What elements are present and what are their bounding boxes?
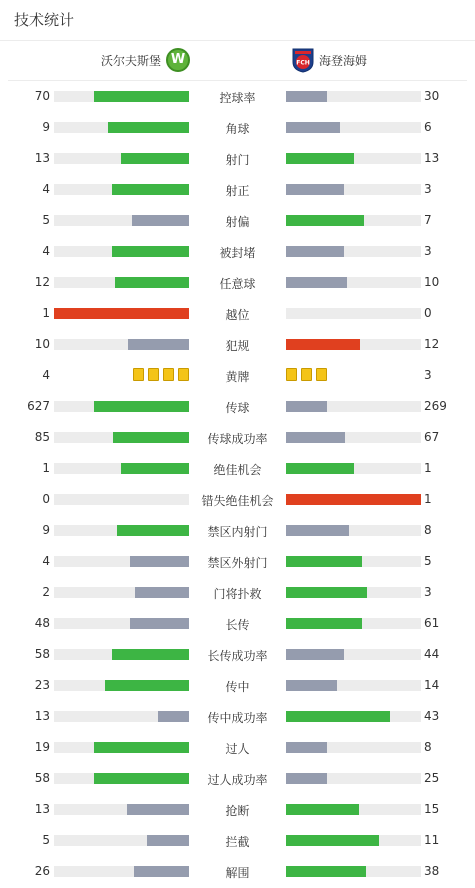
- away-stat-bar-track: [286, 680, 421, 691]
- away-stat-bar: [286, 153, 354, 164]
- stat-row: [0, 701, 475, 732]
- stat-row: [0, 732, 475, 763]
- stat-row: [0, 81, 475, 112]
- home-stat-bar-track: [54, 122, 189, 133]
- away-stat-bar-track: [286, 773, 421, 784]
- home-stat-value: 48: [34, 616, 50, 630]
- home-stat-value: 58: [34, 647, 50, 661]
- home-stat-bar-track: [54, 773, 189, 784]
- away-stat-value: 3: [424, 585, 432, 599]
- away-stat-bar-track: [286, 463, 421, 474]
- away-stat-bar: [286, 587, 367, 598]
- stat-label: 传中: [225, 680, 250, 694]
- home-stat-value: 13: [34, 709, 50, 723]
- home-stat-value: 5: [42, 213, 50, 227]
- stat-row: [0, 112, 475, 143]
- away-stat-bar: [286, 277, 347, 288]
- stat-row: [0, 422, 475, 453]
- home-stat-bar: [112, 246, 189, 257]
- yellow-card-icon: [148, 368, 159, 381]
- stat-label: 过人: [225, 742, 250, 756]
- away-stat-bar: [286, 184, 344, 195]
- away-stat-bar: [286, 618, 362, 629]
- stat-label: 任意球: [219, 277, 256, 291]
- stat-label: 解围: [225, 866, 250, 880]
- stat-label: 被封堵: [219, 246, 256, 260]
- team-header: [0, 43, 475, 79]
- away-stat-value: 67: [424, 430, 440, 444]
- home-stat-bar: [135, 587, 189, 598]
- away-stat-value: 44: [424, 647, 440, 661]
- stat-row: [0, 856, 475, 887]
- home-stat-value: 4: [42, 182, 50, 196]
- home-stat-value: 0: [42, 492, 50, 506]
- stat-label: 错失绝佳机会: [201, 494, 274, 508]
- home-stat-bar: [54, 308, 189, 319]
- away-stat-value: 11: [424, 833, 440, 847]
- wolfsburg-logo-text: W: [170, 52, 186, 67]
- away-stat-value: 7: [424, 213, 432, 227]
- away-stat-bar-track: [286, 711, 421, 722]
- away-stat-value: 14: [424, 678, 440, 692]
- away-stat-bar: [286, 215, 364, 226]
- home-team[interactable]: [101, 48, 190, 72]
- stat-row: [0, 639, 475, 670]
- away-stat-bar: [286, 91, 327, 102]
- stat-row: [0, 825, 475, 856]
- stat-label: 长传成功率: [207, 649, 268, 663]
- home-stat-value: 2: [42, 585, 50, 599]
- stat-label: 犯规: [225, 339, 250, 353]
- away-stat-bar-track: [286, 742, 421, 753]
- away-stat-bar-track: [286, 215, 421, 226]
- away-stat-bar-track: [286, 122, 421, 133]
- stat-label: 传球: [225, 401, 250, 415]
- home-stat-value: 10: [34, 337, 50, 351]
- away-stat-value: 30: [424, 89, 440, 103]
- home-stat-bar: [112, 649, 189, 660]
- away-team-name: 海登海姆: [319, 54, 368, 68]
- away-stat-bar: [286, 401, 327, 412]
- home-stat-bar: [147, 835, 189, 846]
- away-stat-bar: [286, 246, 344, 257]
- home-stat-bar: [132, 215, 189, 226]
- away-stat-bar: [286, 804, 359, 815]
- home-stat-bar: [115, 277, 189, 288]
- stat-label: 门将扑救: [213, 587, 262, 601]
- away-stat-value: 10: [424, 275, 440, 289]
- yellow-card-icon: [178, 368, 189, 381]
- home-stat-bar-track: [54, 804, 189, 815]
- away-stat-bar-track: [286, 246, 421, 257]
- away-stat-value: 269: [424, 399, 447, 413]
- away-stat-value: 25: [424, 771, 440, 785]
- stat-row: [0, 484, 475, 515]
- stat-row: [0, 577, 475, 608]
- home-stat-value: 12: [34, 275, 50, 289]
- away-stat-bar-track: [286, 339, 421, 350]
- home-stat-bar-track: [54, 649, 189, 660]
- stat-row: [0, 515, 475, 546]
- stat-label: 控球率: [219, 91, 256, 105]
- home-stat-bar: [105, 680, 189, 691]
- home-stat-bar-track: [54, 463, 189, 474]
- home-stat-bar-track: [54, 184, 189, 195]
- away-stat-bar: [286, 649, 344, 660]
- stat-row: [0, 143, 475, 174]
- away-stat-bar: [286, 773, 327, 784]
- stat-label: 越位: [225, 308, 250, 322]
- away-stat-value: 8: [424, 740, 432, 754]
- home-stat-value: 70: [34, 89, 50, 103]
- header-divider: [0, 40, 475, 41]
- away-stat-bar-track: [286, 432, 421, 443]
- stat-label: 抢断: [225, 804, 250, 818]
- home-stat-bar: [121, 153, 189, 164]
- home-stat-value: 4: [42, 244, 50, 258]
- away-stat-bar: [286, 525, 349, 536]
- home-stat-bar-track: [54, 618, 189, 629]
- home-stat-bar: [112, 184, 189, 195]
- home-yellow-cards: [133, 368, 189, 381]
- wolfsburg-logo-icon: [166, 48, 190, 72]
- stat-row: [0, 546, 475, 577]
- stat-label: 射门: [225, 153, 250, 167]
- stat-label: 黄牌: [225, 370, 250, 384]
- home-stat-bar-track: [54, 494, 189, 505]
- stat-label: 长传: [225, 618, 250, 632]
- away-stat-bar: [286, 711, 390, 722]
- home-stat-bar: [121, 463, 189, 474]
- away-stat-bar-track: [286, 401, 421, 412]
- home-stat-bar: [128, 339, 189, 350]
- away-stat-value: 13: [424, 151, 440, 165]
- away-stat-value: 12: [424, 337, 440, 351]
- home-stat-value: 13: [34, 802, 50, 816]
- home-stat-bar-track: [54, 742, 189, 753]
- stat-label: 传球成功率: [207, 432, 268, 446]
- yellow-card-icon: [163, 368, 174, 381]
- away-stat-value: 1: [424, 492, 432, 506]
- stat-row: [0, 236, 475, 267]
- away-stat-bar: [286, 494, 421, 505]
- home-stat-bar: [130, 556, 189, 567]
- away-stat-bar-track: [286, 308, 421, 319]
- away-stat-bar-track: [286, 153, 421, 164]
- away-stat-value: 3: [424, 244, 432, 258]
- away-stat-bar: [286, 835, 379, 846]
- stat-label: 角球: [225, 122, 250, 136]
- stat-label: 禁区外射门: [207, 556, 268, 570]
- away-stat-bar-track: [286, 525, 421, 536]
- home-stat-value: 9: [42, 523, 50, 537]
- stat-label: 绝佳机会: [213, 463, 262, 477]
- home-stat-value: 19: [34, 740, 50, 754]
- away-stat-value: 38: [424, 864, 440, 878]
- stat-row: [0, 763, 475, 794]
- home-stat-bar: [130, 618, 189, 629]
- away-stat-value: 1: [424, 461, 432, 475]
- away-stat-bar: [286, 339, 360, 350]
- home-stat-value: 1: [42, 461, 50, 475]
- home-stat-bar-track: [54, 91, 189, 102]
- home-stat-bar-track: [54, 835, 189, 846]
- away-stat-bar-track: [286, 835, 421, 846]
- yellow-card-icon: [286, 368, 297, 381]
- stat-row: [0, 391, 475, 422]
- away-stat-value: 5: [424, 554, 432, 568]
- away-stat-bar: [286, 556, 362, 567]
- home-stat-bar: [158, 711, 189, 722]
- away-stat-value: 6: [424, 120, 432, 134]
- stat-row: [0, 298, 475, 329]
- home-stat-value: 4: [42, 368, 50, 382]
- away-stat-bar: [286, 432, 345, 443]
- away-stat-bar: [286, 122, 340, 133]
- away-stat-bar: [286, 680, 337, 691]
- home-stat-bar-track: [54, 308, 189, 319]
- stat-row: [0, 360, 475, 391]
- away-stat-bar-track: [286, 277, 421, 288]
- away-stat-bar-track: [286, 91, 421, 102]
- home-stat-bar-track: [54, 401, 189, 412]
- away-stat-bar: [286, 463, 354, 474]
- away-stat-value: 8: [424, 523, 432, 537]
- away-stat-bar-track: [286, 618, 421, 629]
- page-title: 技术统计: [14, 11, 75, 29]
- away-stat-value: 61: [424, 616, 440, 630]
- home-stat-bar: [127, 804, 189, 815]
- away-stat-value: 0: [424, 306, 432, 320]
- stat-row: [0, 453, 475, 484]
- heidenheim-logo-icon: [292, 48, 314, 73]
- away-team[interactable]: [292, 48, 367, 73]
- stat-row: [0, 608, 475, 639]
- home-stat-bar-track: [54, 432, 189, 443]
- away-stat-bar-track: [286, 494, 421, 505]
- home-stat-value: 85: [34, 430, 50, 444]
- stat-row: [0, 174, 475, 205]
- home-stat-bar-track: [54, 525, 189, 536]
- away-stat-value: 15: [424, 802, 440, 816]
- home-stat-bar-track: [54, 711, 189, 722]
- home-stat-bar-track: [54, 246, 189, 257]
- home-stat-value: 9: [42, 120, 50, 134]
- away-stat-bar: [286, 742, 327, 753]
- yellow-card-icon: [133, 368, 144, 381]
- stat-row: [0, 267, 475, 298]
- stat-row: [0, 329, 475, 360]
- home-stat-value: 13: [34, 151, 50, 165]
- home-stat-bar-track: [54, 153, 189, 164]
- away-yellow-cards: [286, 368, 327, 381]
- away-stat-bar: [286, 866, 366, 877]
- home-stat-bar: [94, 401, 189, 412]
- home-stat-value: 4: [42, 554, 50, 568]
- home-stat-bar-track: [54, 556, 189, 567]
- home-stat-value: 26: [34, 864, 50, 878]
- away-stat-value: 3: [424, 182, 432, 196]
- stat-label: 拦截: [225, 835, 250, 849]
- home-stat-bar: [108, 122, 189, 133]
- away-stat-bar-track: [286, 587, 421, 598]
- home-stat-bar-track: [54, 587, 189, 598]
- away-stat-bar-track: [286, 556, 421, 567]
- stat-label: 射正: [225, 184, 250, 198]
- stat-label: 射偏: [225, 215, 250, 229]
- away-stat-bar-track: [286, 649, 421, 660]
- home-stat-value: 1: [42, 306, 50, 320]
- home-stat-bar: [94, 742, 189, 753]
- away-stat-bar-track: [286, 804, 421, 815]
- home-stat-bar-track: [54, 339, 189, 350]
- stat-label: 禁区内射门: [207, 525, 268, 539]
- home-stat-bar-track: [54, 866, 189, 877]
- home-stat-bar: [94, 91, 189, 102]
- stat-row: [0, 670, 475, 701]
- away-stat-bar-track: [286, 184, 421, 195]
- stat-row: [0, 205, 475, 236]
- home-stat-bar: [117, 525, 189, 536]
- away-stat-value: 43: [424, 709, 440, 723]
- stat-label: 传中成功率: [207, 711, 268, 725]
- home-stat-bar-track: [54, 680, 189, 691]
- home-stat-bar-track: [54, 215, 189, 226]
- home-team-name: 沃尔夫斯堡: [100, 53, 161, 68]
- home-stat-bar: [94, 773, 189, 784]
- away-stat-value: 3: [424, 368, 432, 382]
- yellow-card-icon: [301, 368, 312, 381]
- home-stat-value: 5: [42, 833, 50, 847]
- home-stat-value: 58: [34, 771, 50, 785]
- stat-row: [0, 794, 475, 825]
- home-stat-value: 23: [34, 678, 50, 692]
- home-stat-bar-track: [54, 277, 189, 288]
- heidenheim-logo-text: FCH: [296, 59, 310, 67]
- home-stat-bar: [134, 866, 189, 877]
- stat-label: 过人成功率: [207, 773, 268, 787]
- home-stat-value: 627: [27, 399, 50, 413]
- away-stat-bar-track: [286, 866, 421, 877]
- home-stat-bar: [113, 432, 189, 443]
- yellow-card-icon: [316, 368, 327, 381]
